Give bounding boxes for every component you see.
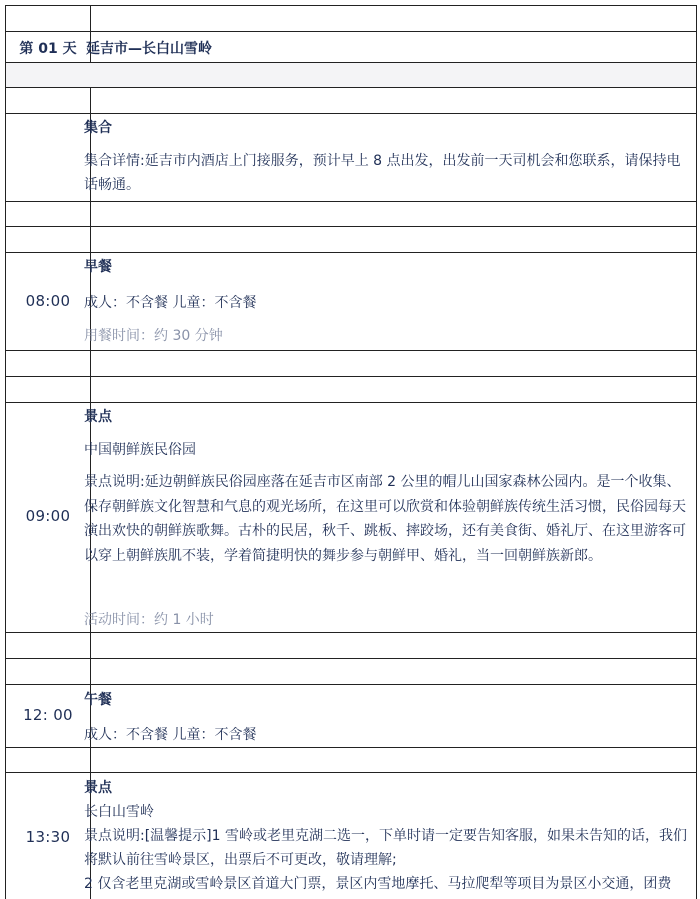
row-divider [6, 252, 696, 253]
lunch-title: 午餐 [84, 692, 112, 708]
meet-title: 集合 [84, 120, 112, 136]
spot2-name: 长白山雪岭 [84, 804, 154, 820]
day-route: 延吉市—长白山雪岭 [86, 41, 212, 57]
row-divider [6, 772, 696, 773]
lunch-meal: 成人：不含餐 儿童：不含餐 [84, 727, 257, 743]
row-divider [6, 376, 696, 377]
spot1-duration: 活动时间：约 1 小时 [84, 612, 214, 628]
day-label: 第 01 天 [19, 41, 77, 57]
breakfast-duration: 用餐时间：约 30 分钟 [84, 328, 223, 344]
spot2-title: 景点 [84, 780, 112, 796]
meet-detail: 集合详情:延吉市内酒店上门接服务，预计早上 8 点出发，出发前一天司机会和您联系，请保持电话畅通。 [84, 153, 681, 193]
row-divider [6, 226, 696, 227]
lunch-time: 12: 00 [23, 706, 73, 724]
row-shade [6, 63, 696, 87]
row-divider [6, 402, 696, 403]
row-divider [6, 350, 696, 351]
breakfast-meal: 成人：不含餐 儿童：不含餐 [84, 295, 257, 311]
spot1-time: 09:00 [25, 507, 71, 525]
spot2-description-1: 景点说明:[温馨提示]1 雪岭或老里克湖二选一，下单时请一定要告知客服，如果未告知的话，我们将默认前往雪岭景区，出票后不可更改，敬请理解; [84, 828, 687, 868]
row-divider [6, 684, 696, 685]
row-divider [6, 201, 696, 202]
row-divider [6, 113, 696, 114]
spot1-name: 中国朝鲜族民俗园 [84, 442, 196, 458]
breakfast-time: 08:00 [25, 292, 71, 310]
row-divider [6, 658, 696, 659]
row-divider [6, 632, 696, 633]
spot2-time: 13:30 [25, 828, 71, 846]
row-divider [6, 31, 696, 32]
spot2-description-2: 2 仅含老里克湖或雪岭景区首道大门票，景区内雪地摩托、马拉爬犁等项目为景区小交通，团费 [84, 876, 672, 892]
spot1-title: 景点 [84, 409, 112, 425]
row-divider [6, 87, 696, 88]
breakfast-title: 早餐 [84, 259, 112, 275]
spot1-description: 景点说明:延边朝鲜族民俗园座落在延吉市区南部 2 公里的帽儿山国家森林公园内。是一个收集、保存朝鲜族文化智慧和气息的观光场所，在这里可以欣赏和体验朝鲜族传统生活习惯，民俗园每天演出欢快的朝鲜族歌舞。古朴的民居，秋千、跳板、摔跤场，还有美食街、婚礼厅、在这里游客可以穿上朝鲜族肌不装，学着简捷明快的舞步参与朝鲜甲、婚礼，当一回朝鲜族新郎。 [84, 474, 686, 564]
itinerary-table [5, 5, 697, 899]
row-divider [6, 747, 696, 748]
